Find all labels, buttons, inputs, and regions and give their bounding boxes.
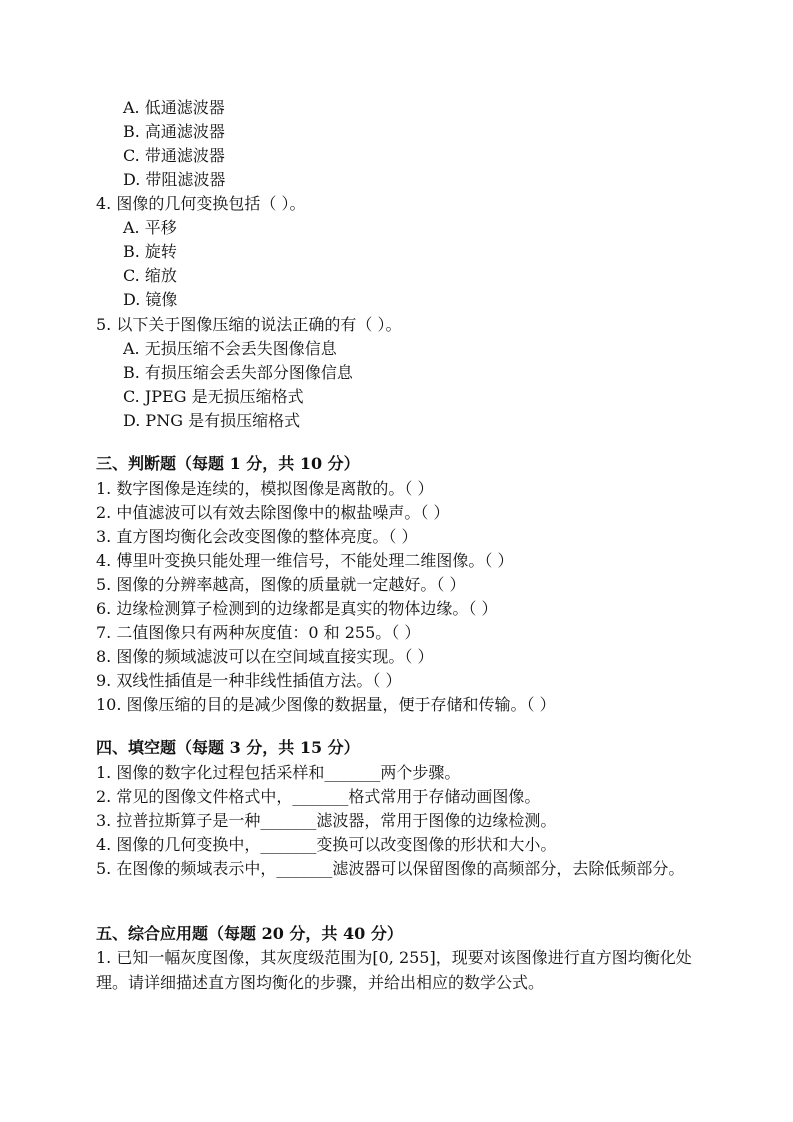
app-item-1: 1. 已知一幅灰度图像，其灰度级范围为[0, 255]，现要对该图像进行直方图均衡化处理。请详细描述直方图均衡化的步骤，并给出相应的数学公式。 [96,948,692,992]
tf-item-10: 10. 图像压缩的目的是减少图像的数据量，便于存储和传输。（ ） [96,695,556,714]
tf-item-1: 1. 数字图像是连续的，模拟图像是离散的。（ ） [96,479,434,498]
section4-title: 四、填空题（每题 3 分，共 15 分） [96,738,360,757]
tf-item-3: 3. 直方图均衡化会改变图像的整体亮度。（ ） [96,527,418,546]
tf-item-7: 7. 二值图像只有两种灰度值：0 和 255。（ ） [96,623,421,642]
q3-option-b: B. 高通滤波器 [123,122,225,141]
q3-option-a: A. 低通滤波器 [123,98,225,117]
q3-option-c: C. 带通滤波器 [123,146,225,165]
tf-item-5: 5. 图像的分辨率越高，图像的质量就一定越好。（ ） [96,575,466,594]
section3-title: 三、判断题（每题 1 分，共 10 分） [96,454,360,473]
fill-item-1: 1. 图像的数字化过程包括采样和_______两个步骤。 [96,763,461,782]
tf-item-9: 9. 双线性插值是一种非线性插值方法。（ ） [96,671,402,690]
fill-item-5: 5. 在图像的频域表示中，_______滤波器可以保留图像的高频部分，去除低频部分。 [96,859,685,878]
fill-item-3: 3. 拉普拉斯算子是一种_______滤波器，常用于图像的边缘检测。 [96,811,557,830]
q5-option-a: A. 无损压缩不会丢失图像信息 [123,339,337,358]
q4-option-b: B. 旋转 [123,242,177,261]
tf-item-4: 4. 傅里叶变换只能处理一维信号，不能处理二维图像。（ ） [96,551,514,570]
fill-item-4: 4. 图像的几何变换中，_______变换可以改变图像的形状和大小。 [96,835,557,854]
q4-option-c: C. 缩放 [123,266,177,285]
section5-title: 五、综合应用题（每题 20 分，共 40 分） [96,924,403,943]
q5-option-b: B. 有损压缩会丢失部分图像信息 [123,363,353,382]
q5-option-c: C. JPEG 是无损压缩格式 [123,387,304,406]
q5-stem: 5. 以下关于图像压缩的说法正确的有（ ）。 [96,315,402,334]
q5-option-d: D. PNG 是有损压缩格式 [123,411,301,430]
fill-item-2: 2. 常见的图像文件格式中，_______格式常用于存储动画图像。 [96,787,541,806]
q4-stem: 4. 图像的几何变换包括（ ）。 [96,194,306,213]
tf-item-2: 2. 中值滤波可以有效去除图像中的椒盐噪声。（ ） [96,503,450,522]
tf-item-6: 6. 边缘检测算子检测到的边缘都是真实的物体边缘。（ ） [96,599,498,618]
q4-option-d: D. 镜像 [123,290,178,309]
q4-option-a: A. 平移 [123,218,177,237]
tf-item-8: 8. 图像的频域滤波可以在空间域直接实现。（ ） [96,647,434,666]
q3-option-d: D. 带阻滤波器 [123,170,226,189]
